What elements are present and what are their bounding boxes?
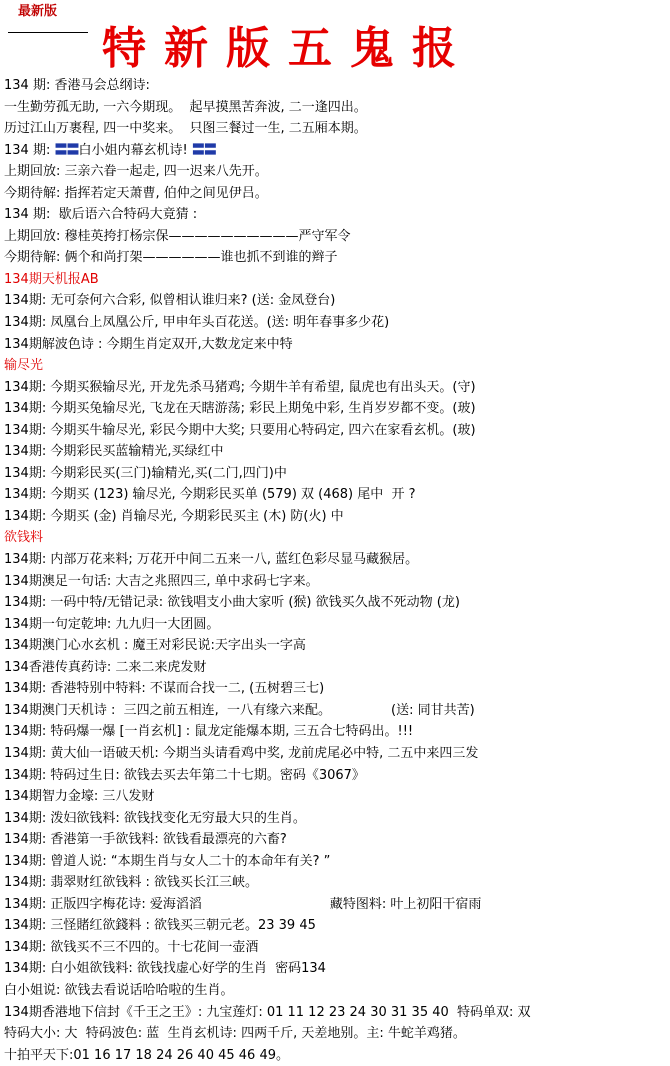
text-line: 134期: 翡翠财红欲钱料 : 欲钱买长江三峡。 [4, 875, 258, 891]
text-line: 134期: 白小姐欲钱料: 欲钱找虚心好学的生肖 密码134 [4, 961, 326, 977]
divider-line [8, 32, 88, 33]
text-line: 134期: 黄大仙一语破天机: 今期当头请看鸡中奖, 龙前虎尾必中特, 二五中来四三发 [4, 745, 479, 761]
double-bar-icon: 〓〓 [54, 142, 79, 158]
text-line: 134期: 特码过生日: 欲钱去买去年第二十七期。密码《3067》 [4, 767, 365, 783]
text-line: 134期: 今期彩民买蓝输精光,买绿红中 [4, 444, 224, 460]
text-line: 特码大小: 大 特码波色: 蓝 生肖玄机诗: 四两千斤, 天差地别。主: 牛蛇羊鸡猪。 [4, 1026, 466, 1042]
text-line: 134期: 今期买 (123) 输尽光, 今期彩民买单 (579) 双 (468) 尾中 开 ? [4, 487, 416, 503]
text-line: 134期: 凤凰台上凤凰公斤, 甲申年头百花送。(送: 明年春事多少花) [4, 315, 390, 331]
text-line: 134期: 一码中特/无错记录: 欲钱唱支小曲大家听 (猴) 欲钱买久战不死动物 (龙) [4, 595, 460, 611]
text-line: 134期: 今期买牛输尽光, 彩民今期中大奖; 只要用心特码定, 四六在家看玄机。(玻) [4, 422, 476, 438]
text-line: 134期: 今期买 (金) 肖输尽光, 今期彩民买主 (木) 防(火) 中 [4, 508, 344, 524]
section-heading: 134期天机报AB [4, 271, 99, 287]
text-line: 134期: 无可奈何六合彩, 似曾相认谁归来? (送: 金凤登台) [4, 293, 336, 309]
double-bar-icon: 〓〓 [191, 142, 216, 158]
text-line: 上期回放: 穆桂英挎打杨宗保——————————严守军令 [4, 228, 351, 244]
section-heading: 欲钱料 [4, 530, 44, 546]
text-line: 134期: 香港特别中特料: 不谋而合找一二, (五树碧三七) [4, 681, 325, 697]
text-line: 134期: 特码爆一爆 [一肖玄机] : 鼠龙定能爆本期, 三五合七特码出。!!! [4, 724, 414, 740]
text-line: 134期: 今期买猴输尽光, 开龙先杀马猪鸡; 今期牛羊有希望, 鼠虎也有出头天。(守) [4, 379, 476, 395]
hint-label: 白小姐内幕玄机诗! [78, 142, 188, 158]
text-line: 134期澳门心水玄机 : 魔王对彩民说:天字出头一字高 [4, 638, 306, 654]
text-line [4, 894, 666, 916]
latest-edition-badge: 最新版 [18, 4, 58, 19]
text-line: 一生勤劳孤无助, 一六今期现。 起早摸黑苦奔波, 二一逢四出。 [4, 99, 367, 115]
text-line: 十拍平天下:01 16 17 18 24 26 40 45 46 49。 [4, 1047, 289, 1063]
text-line: 134期: 内部万花来料; 万花开中间二五来一八, 蓝红色彩尽显马藏猴居。 [4, 552, 419, 568]
text-line [4, 700, 666, 722]
picture-clue: 藏特图料: 叶上初阳干宿雨 [329, 896, 482, 912]
text-line: 134期: 曾道人说: “本期生肖与女人二十的本命年有关? ” [4, 853, 331, 869]
text-line: 134期: 三怪賭红欲錢料 : 欲钱买三朝元老。23 39 45 [4, 918, 316, 934]
gift-note: (送: 同甘共苦) [391, 702, 475, 718]
section-heading: 输尽光 [4, 358, 44, 374]
text-line: 134期: 香港第一手欲钱料: 欲钱看最漂亮的六畜? [4, 832, 287, 848]
text-line: 134期: 今期买兔输尽光, 飞龙在天瞎游荡; 彩民上期兔中彩, 生肖岁岁都不变。(玻) [4, 401, 476, 417]
text-line: 134期澳足一句话: 大吉之兆照四三, 单中求码七字来。 [4, 573, 319, 589]
text-line: 134期智力金壕: 三八发财 [4, 789, 155, 805]
text-line: 134期: 欲钱买不三不四的。十七花间一壶酒 [4, 939, 259, 955]
text-line: 134 期: 歇后语六合特码大竟猜 : [4, 207, 198, 223]
text-line: 历过江山万裹程, 四一中奖来。 只图三餐过一生, 二五厢本期。 [4, 121, 367, 137]
forecast-text-block [4, 75, 666, 1066]
text-line: 白小姐说: 欲钱去看说话哈哈啦的生肖。 [4, 982, 234, 998]
poem-text: 134期: 正版四字梅花诗: 爱海滔滔 [4, 896, 202, 912]
text-line: 今期待解: 俩个和尚打架——————谁也抓不到谁的辫子 [4, 250, 338, 266]
text-line: 134 期: 香港马会总纲诗: [4, 78, 150, 93]
text-line: 134期解波色诗 : 今期生肖定双开,大数龙定来中特 [4, 336, 293, 352]
period-label: 134 期: [4, 142, 55, 158]
text-line: 上期回放: 三亲六眷一起走, 四一迟来八先开。 [4, 164, 268, 180]
text-line: 134期: 今期彩民买(三门)输精光,买(二门,四门)中 [4, 465, 287, 481]
text-line: 134期一句定乾坤: 九九归一大团圆。 [4, 616, 220, 632]
poem-text: 134期澳门天机诗 : 三四之前五相连, 一八有缘六来配。 [4, 702, 331, 718]
text-line [4, 140, 666, 162]
text-line: 134香港传真药诗: 二来二来虎发财 [4, 659, 207, 675]
text-line: 134期: 泼妇欲钱料: 欲钱找变化无穷最大只的生肖。 [4, 810, 306, 826]
page-title: 特新版五鬼报 [102, 23, 474, 74]
text-line: 今期待解: 指挥若定天萧曹, 伯仲之间见伊吕。 [4, 185, 268, 201]
text-line: 134期香港地下信封《千王之王》: 九宝莲灯: 01 11 12 23 24 30 31 35 40 特码单双: 双 [4, 1004, 531, 1020]
